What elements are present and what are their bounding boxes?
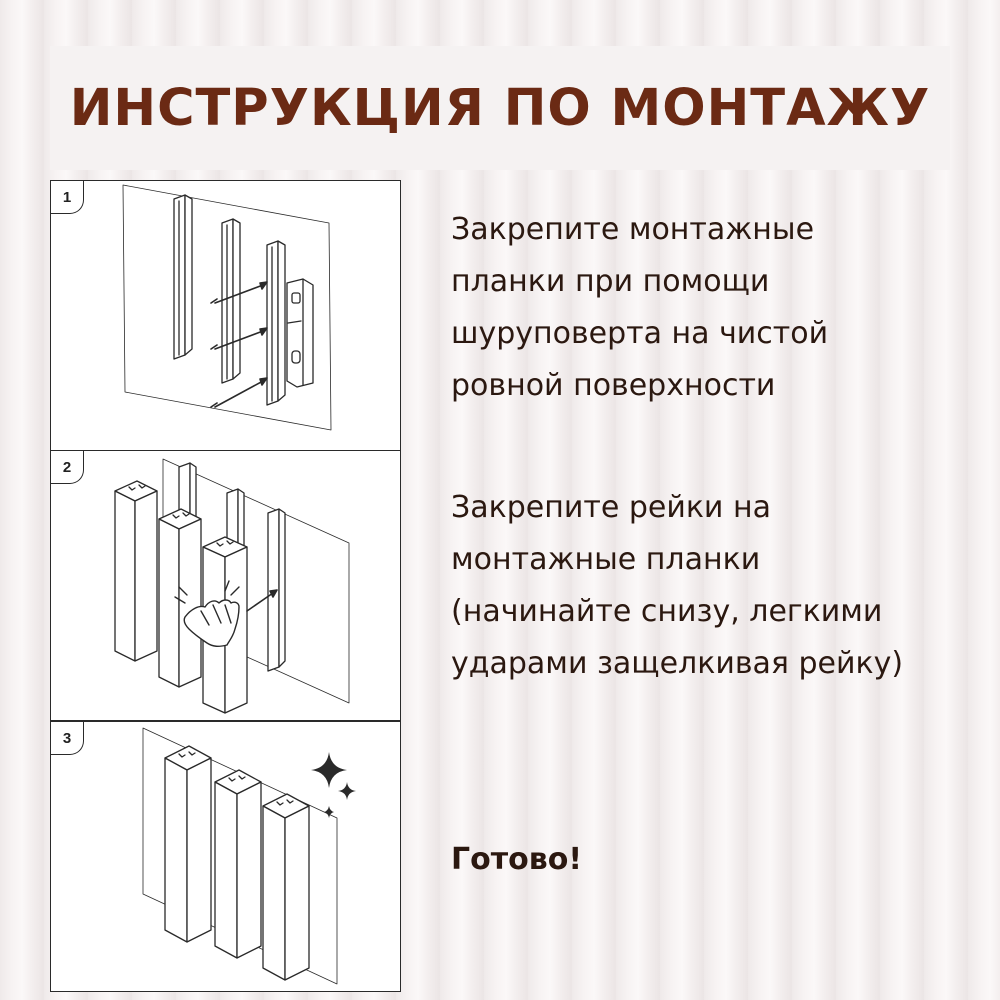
step-3-number: 3 xyxy=(51,722,84,755)
step-1-text xyxy=(451,204,951,412)
slat xyxy=(215,770,261,958)
mounting-strip xyxy=(222,219,240,383)
step-1-drawing xyxy=(51,181,400,450)
step-1-illustration xyxy=(50,180,401,451)
step-1-line: шуруповерта на чистой xyxy=(451,316,829,351)
step-2-line: (начинайте снизу, легкими xyxy=(451,594,883,629)
step-3-line: Готово! xyxy=(451,842,583,877)
step-2-illustration xyxy=(50,450,401,721)
step-2-number: 2 xyxy=(51,451,84,484)
sparkle-icon xyxy=(311,752,356,818)
slat xyxy=(165,746,211,942)
mounting-strip xyxy=(267,241,285,405)
title-band xyxy=(50,46,950,170)
step-3-drawing xyxy=(51,722,400,991)
step-2-line: ударами защелкивая рейку) xyxy=(451,646,904,681)
screw-icon xyxy=(211,378,267,407)
page-title: ИНСТРУКЦИЯ ПО МОНТАЖУ xyxy=(69,78,931,138)
level-icon xyxy=(287,279,313,387)
illustration-column xyxy=(50,180,401,992)
slat xyxy=(159,509,201,687)
step-1-line: планки при помощи xyxy=(451,264,770,299)
slat xyxy=(263,794,309,980)
step-2-drawing xyxy=(51,451,400,720)
step-2-line: Закрепите рейки на xyxy=(451,490,771,525)
step-1-number: 1 xyxy=(51,181,84,214)
step-1-line: ровной поверхности xyxy=(451,368,776,403)
step-1-line: Закрепите монтажные xyxy=(451,212,815,247)
step-2-text xyxy=(451,482,951,690)
mounting-strip xyxy=(174,195,192,359)
step-2-line: монтажные планки xyxy=(451,542,761,577)
step-3-text xyxy=(451,834,951,886)
slat xyxy=(115,481,157,661)
step-3-illustration xyxy=(50,721,401,992)
